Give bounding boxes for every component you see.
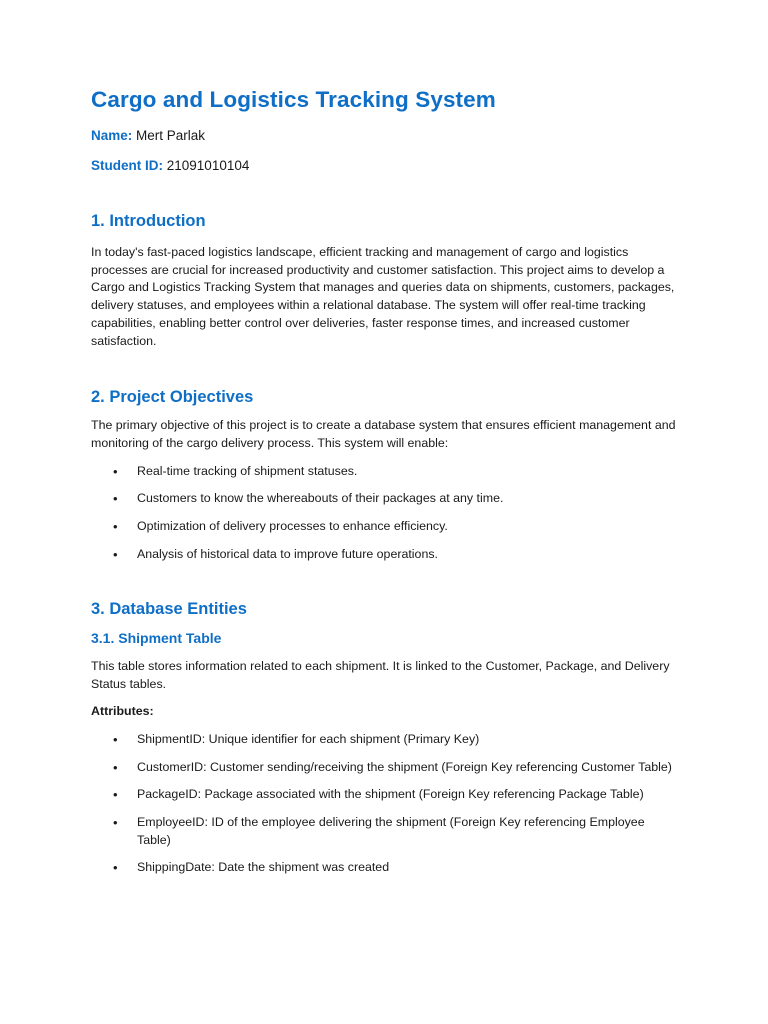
attribute-text: CustomerID: Customer sending/receiving the shipment (Foreign Key referencing Customer Table) — [137, 759, 672, 774]
bullet-icon: • — [113, 491, 118, 507]
document-title: Cargo and Logistics Tracking System — [91, 87, 496, 112]
list-item — [91, 759, 681, 777]
bullet-icon: • — [113, 519, 118, 535]
list-item — [91, 731, 681, 749]
student-id-value: 21091010104 — [166, 158, 250, 173]
attribute-text: ShippingDate: Date the shipment was created — [137, 860, 390, 875]
bullet-icon: • — [113, 546, 118, 562]
bullet-icon: • — [113, 463, 118, 479]
name-value: Mert Parlak — [136, 128, 206, 143]
bullet-icon: • — [113, 787, 118, 803]
attributes-label: Attributes: — [91, 703, 154, 718]
introduction-heading: 1. Introduction — [91, 212, 206, 230]
list-item — [91, 518, 681, 536]
list-item — [91, 490, 681, 508]
list-item — [91, 814, 681, 849]
objective-text: Customers to know the whereabouts of their packages at any time. — [137, 491, 504, 506]
entities-heading: 3. Database Entities — [91, 600, 247, 619]
attribute-text: EmployeeID: ID of the employee delivering the shipment (Foreign Key referencing Employee Table) — [137, 814, 645, 847]
shipment-table-paragraph: This table stores information related to each shipment. It is linked to the Customer, Package, and Delivery Status tables. — [91, 659, 670, 692]
attribute-text: ShipmentID: Unique identifier for each shipment (Primary Key) — [137, 731, 480, 746]
shipment-table-heading: 3.1. Shipment Table — [91, 630, 222, 647]
bullet-icon: • — [113, 814, 118, 830]
bullet-icon: • — [113, 731, 118, 747]
list-item — [91, 463, 681, 481]
student-id-line — [91, 157, 681, 175]
attribute-text: PackageID: Package associated with the shipment (Foreign Key referencing Package Table) — [137, 787, 644, 802]
student-name-line — [91, 127, 681, 145]
document-page — [91, 86, 681, 877]
objective-text: Optimization of delivery processes to enhance efficiency. — [137, 519, 448, 534]
objectives-list — [91, 463, 681, 564]
name-label: Name: — [91, 128, 133, 143]
objective-text: Analysis of historical data to improve future operations. — [137, 546, 438, 561]
objective-text: Real-time tracking of shipment statuses. — [137, 463, 358, 478]
introduction-paragraph: In today's fast-paced logistics landscape, efficient tracking and management of cargo and logistics processes are crucial for increased productivity and customer satisfaction. This project aims to develop a Cargo and Logistics Tracking System that manages and queries data on shipments, customers, packages, delivery statuses, and employees within a relational database. The system will offer real-time tracking capabilities, enabling better control over deliveries, faster response times, and increased customer satisfaction. — [91, 245, 675, 348]
attributes-list — [91, 731, 681, 877]
list-item — [91, 859, 681, 877]
objectives-heading: 2. Project Objectives — [91, 388, 254, 407]
bullet-icon: • — [113, 759, 118, 775]
bullet-icon: • — [113, 860, 118, 876]
student-id-label: Student ID: — [91, 158, 163, 173]
list-item — [91, 546, 681, 564]
list-item — [91, 786, 681, 804]
objectives-paragraph: The primary objective of this project is to create a database system that ensures efficient management and monitoring of the cargo delivery process. This system will enable: — [91, 418, 676, 450]
